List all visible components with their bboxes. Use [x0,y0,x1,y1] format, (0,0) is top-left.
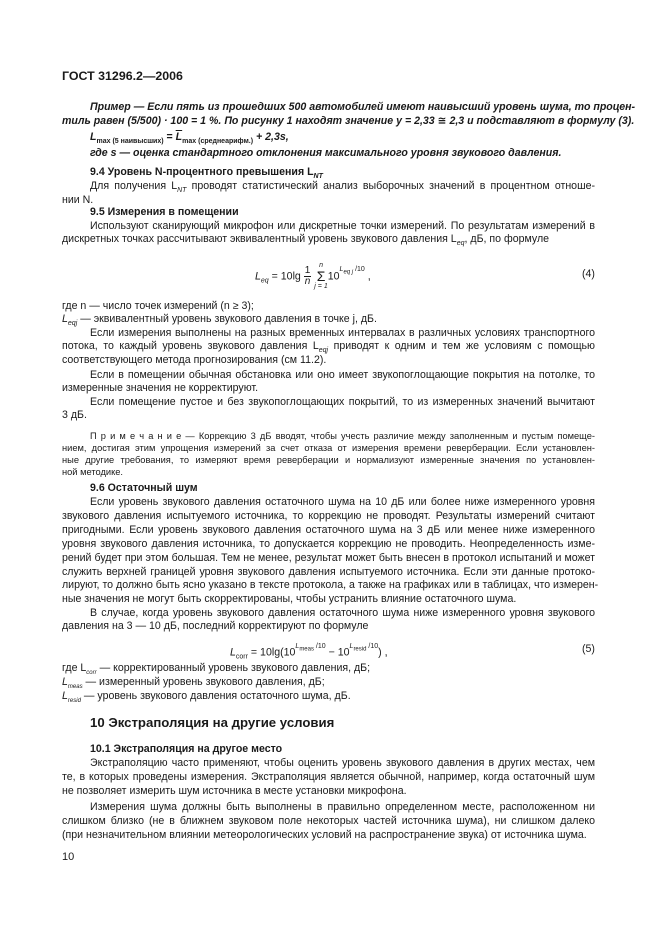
f5-exp1 [295,643,326,653]
s95-p3-line-1: Если в помещении обычная обстановка или оно имеет звукопоглощающие покрытия на потолке, то [90,369,595,381]
example-line-2: тиль равен (5/500) · 100 = 1 %. По рисунку 1 находят значение y = 2,33 ≅ 2,3 и подставляют в формулу (3). [62,115,635,127]
s96-line-7: лируют, то должно быть ясно указано в тексте протокола, а также на графиках или в таблицах, что измерен- [62,579,599,591]
s10-p2-line-3: (при незначительном влиянии метеорологических условий на распространение звука) от источника шума. [62,829,587,841]
s96-line-1: Если уровень звукового давления остаточного шума на 10 дБ или более ниже измеренного уровня [90,496,595,508]
s96-w3-sub: resid [67,698,81,705]
formula-4 [255,262,371,291]
f4-exp-l: L [339,265,344,273]
s10-p1-line-2: те, в которых проведены измерения. Экстраполяция является обычной, например, когда остаточный шум [62,771,595,783]
formula-eq: = [166,131,176,143]
f4-frac-bot: n [304,276,311,287]
f5-exp1-sub: meas [299,646,314,653]
s95-p4-line-1: Если помещение пустое и без звукопоглощающих покрытий, то из измеренных значений вычитают [90,396,595,408]
f4-exp [339,265,365,276]
s96-p2-line-2: давления на 3 — 10 дБ, последний корректируют по формуле [62,620,369,632]
f5-exp2-sub: resid [353,646,367,653]
f5-lhs-sub: corr [235,653,248,661]
note-line-4: ной методике. [62,467,123,477]
f4-lhs: L [255,270,261,283]
s96-w1a: где L [62,662,87,674]
s95-p1-l2-sub: eq [456,240,465,248]
s96-p2-line-1: В случае, когда уровень звукового давления остаточного шума ниже измеренного уровня звукового [90,607,595,619]
f4-comma: , [367,270,371,283]
f5-exp1-l: L [295,643,300,650]
f5-eq: = 10lg(10 [250,646,296,659]
section-10-title: 10 Экстраполяция на другие условия [90,715,335,730]
section-9-6-title: 9.6 Остаточный шум [90,482,198,494]
s96-w1b: — корректированный уровень звукового давления, дБ; [96,662,371,674]
formula-rhs-sub: max (среднеарифм.) [182,138,254,146]
f5-close: ) , [378,646,388,659]
f4-lhs-sub: eq [260,277,269,285]
s95-w2b: — эквивалентный уровень звукового давления в точке j, дБ. [77,313,377,325]
section-9-5-p1-line-2 [62,233,549,250]
s96-line-4: уровня звукового давления источника, то допускается коррекцию не проводить. Неопределенность изме- [62,538,595,550]
section-9-4-title-sub: NT [313,173,323,181]
section-9-5-title: 9.5 Измерения в помещении [90,206,239,218]
formula-rhs: $\overline{L}$ [175,131,183,143]
formula-lhs: L [90,131,97,143]
f4-eq: = 10lg [271,270,301,283]
note-line-2: нием, достигая этим упрощения измерений за счет отказа от измерения времени реверберации. Если установлен- [62,443,595,453]
s95-p1-l2: дискретных точках рассчитывают эквивалентный уровень звукового давления L [62,233,457,245]
s96-line-6: служить верхней границей уровня звукового давления испытуемого источника. Если эти данные протоко- [62,566,595,578]
page-number: 10 [62,851,75,863]
s94-line1-sub: NT [177,187,187,195]
example-where: где s — оценка стандартного отклонения максимального уровня звукового давления. [90,147,562,159]
s10-p1-line-3: не позволяет измерить шум источника в месте установки микрофона. [62,785,407,797]
f5-minus: − 10 [325,646,350,659]
s95-p1-l2-tail: , дБ, по формуле [464,233,550,245]
s94-line1b: проводят статистический анализ выборочных значений в процентном отноше- [186,180,595,192]
f5-exp2-tail: /10 [366,643,379,650]
s95-p3-line-2: измеренные значения не корректируют. [62,382,259,394]
standard-header: ГОСТ 31296.2—2006 [62,69,183,83]
f5-lhs: L [230,646,236,659]
formula-tail: + 2,3s, [255,131,289,143]
s96-line-2: звукового давления испытуемого источника, то коррекцию не проводят. Результаты измерений считают [62,510,595,522]
s96-line-8: ные значения не могут быть скорректированы, чтобы устранить влияние остаточного шума. [62,593,517,605]
s96-w3b: — уровень звукового давления остаточного шума, дБ. [80,690,351,702]
f4-sum [314,262,327,291]
s96-line-3: пригодными. Если уровень звукового давления остаточного шума на 3 дБ или менее ниже измеренного [62,524,595,536]
section-9-4-line-1 [90,180,595,197]
f5-exp2-l: L [349,643,354,650]
s96-w2a: L [62,676,68,688]
f5-exp1-tail: /10 [313,643,326,650]
s10-p2-line-1: Измерения шума должны быть выполнены в правильно определенном месте, расположенном ни [90,801,595,813]
f4-frac [304,266,312,287]
s96-line-5: рений будет при этом большая. Тем не менее, результат может быть внесен в протокол испытаний и может [62,552,595,564]
f5-exp2 [349,643,379,653]
f4-sum-sign: Σ [316,268,326,284]
s95-p2-line-3: соответствующего метода прогнозирования (см 11.2). [62,354,327,366]
s96-w2-sub: meas [67,684,83,691]
s10-p1-line-1: Экстраполяцию часто применяют, чтобы оценить уровень звукового давления в других местах, чем [90,757,595,769]
s96-w3a: L [62,690,68,702]
s95-p2-l2a: потока, то каждый уровень звукового давления L [62,340,319,352]
example-line-1: Пример — Если пять из прошедших 500 автомобилей имеют наивысший уровень шума, то процен- [90,101,636,113]
formula-5-number: (5) [582,643,595,655]
s94-line1a: Для получения L [90,180,178,192]
f4-sum-top: n [319,262,323,269]
note-line-3: ные другие требования, то измеряют время реверберации и нормализуют измеренные значения по установлен- [62,455,595,465]
note-line-1: П р и м е ч а н и е — Коррекцию 3 дБ вводят, чтобы учесть различие между заполненным и пустым помеще- [90,431,595,441]
section-9-5-p1-line-1: Используют сканирующий микрофон или дискретные точки измерений. По результатам измерений в [90,220,595,232]
section-10-1-title: 10.1 Экстраполяция на другое место [90,743,283,755]
section-9-4-title-text: 9.4 Уровень N-процентного превышения L [90,166,314,178]
f4-exp-sub: eq j [343,269,354,276]
formula-lhs-sub: max (5 наивысших) [96,138,164,146]
s95-w2a: L [62,313,68,325]
s95-p2-line-1: Если измерения выполнены на разных временных интервалах в различных условиях транспортного [90,327,595,339]
s95-p4-line-2: 3 дБ. [62,409,87,421]
s95-p2-l2b: приводят к одним и тем же условиям с помощью [328,340,596,352]
f4-base: 10 [327,270,340,283]
f4-exp-tail: /10 [353,265,365,273]
section-9-4-line-2: нии N. [62,194,94,206]
example-formula [90,131,289,148]
s96-w1-sub: corr [86,670,97,677]
s10-p2-line-2: слишком близко (не в ближнем звуковом поле некоторых частей источника шума), ни слишком далеко [62,815,595,827]
s96-where-3 [62,690,351,708]
s95-w2-sub: eqj [67,320,78,328]
formula-5 [230,643,388,664]
f4-sum-bot: j = 1 [314,283,328,290]
s95-p2-l2-sub: eqj [318,347,329,355]
f4-frac-top: 1 [304,265,311,276]
formula-4-number: (4) [582,268,595,280]
s96-w2b: — измеренный уровень звукового давления, дБ; [82,676,325,688]
s95-where-1: где n — число точек измерений (n ≥ 3); [62,300,254,312]
